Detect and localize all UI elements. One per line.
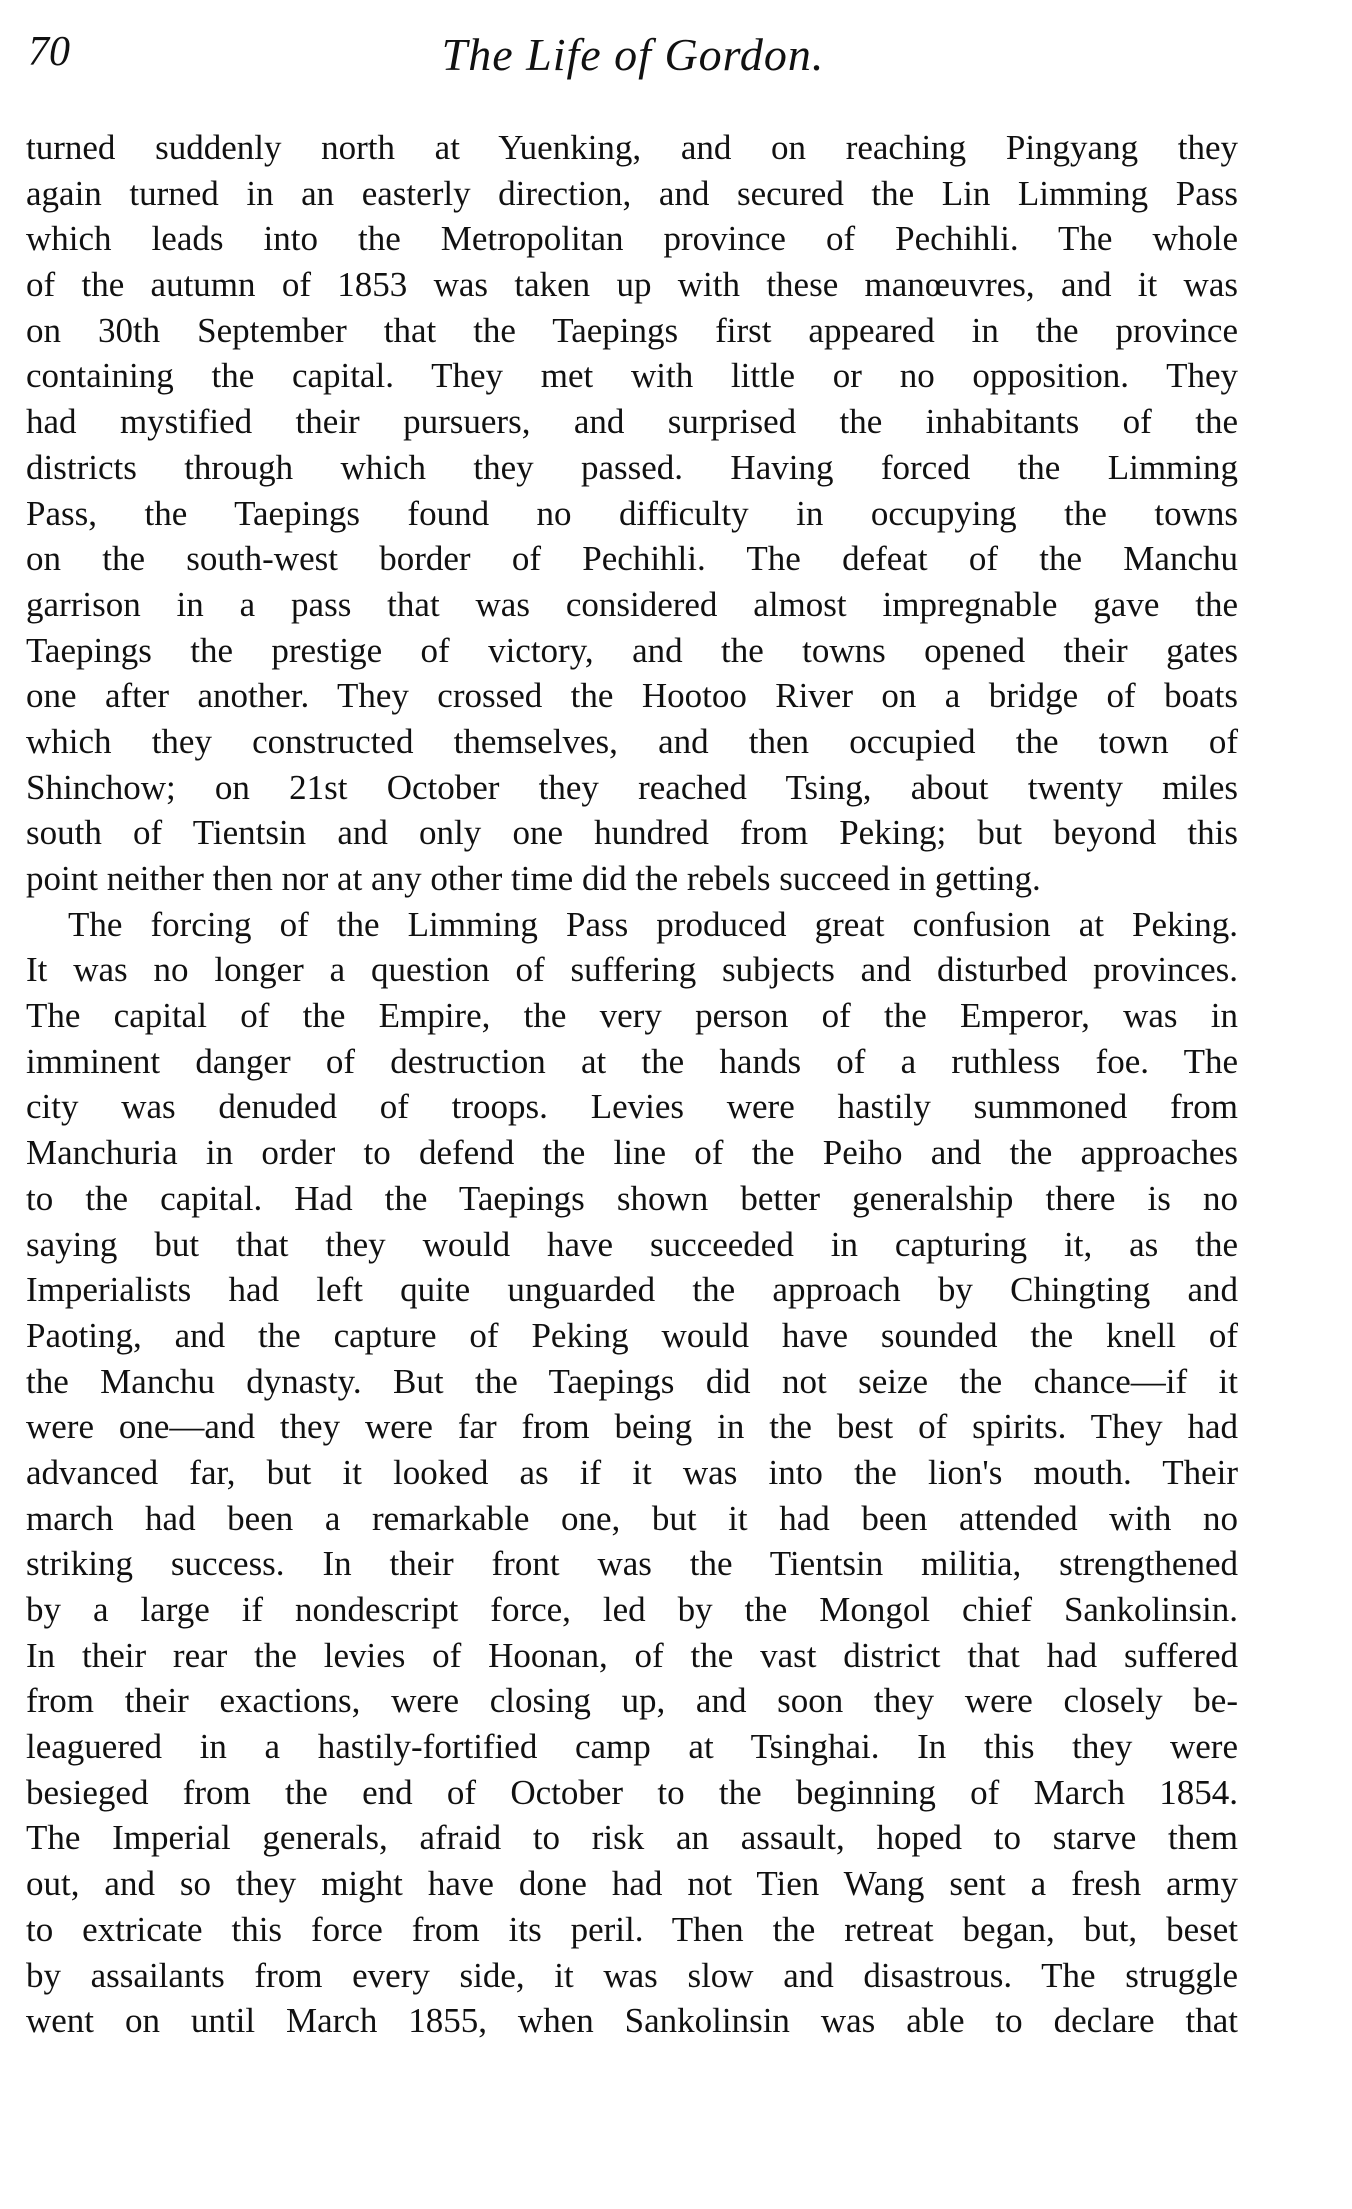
text-line: by assailants from every side, it was slow and disastrous. The struggle xyxy=(26,1955,1238,1995)
text-line: city was denuded of troops. Levies were hastily summoned from xyxy=(26,1087,1238,1127)
text-line: went on until March 1855, when Sankolinsin was able to declare that xyxy=(26,2001,1238,2041)
text-line: from their exactions, were closing up, and soon they were closely be- xyxy=(26,1681,1238,1721)
text-line: Shinchow; on 21st October they reached Tsing, about twenty miles xyxy=(26,767,1238,807)
page-number: 70 xyxy=(28,29,70,75)
text-line: In their rear the levies of Hoonan, of the vast district that had suffered xyxy=(26,1635,1238,1675)
text-line: one after another. They crossed the Hootoo River on a bridge of boats xyxy=(26,676,1238,716)
text-line: had mystified their pursuers, and surprised the inhabitants of the xyxy=(26,402,1238,442)
text-line: imminent danger of destruction at the hands of a ruthless foe. The xyxy=(26,1041,1238,1081)
text-line: by a large if nondescript force, led by the Mongol chief Sankolinsin. xyxy=(26,1590,1238,1629)
text-line: to extricate this force from its peril. Then the retreat began, but, beset xyxy=(26,1909,1238,1949)
text-line: on 30th September that the Taepings first appeared in the province xyxy=(26,310,1238,350)
text-line: on the south-west border of Pechihli. The defeat of the Manchu xyxy=(26,539,1238,579)
text-line: containing the capital. They met with little or no opposition. They xyxy=(26,356,1238,396)
body-text xyxy=(26,125,1238,2044)
text-line: saying but that they would have succeeded in capturing it, as the xyxy=(26,1224,1238,1264)
text-line: advanced far, but it looked as if it was into the lion's mouth. Their xyxy=(26,1452,1238,1492)
text-line: point neither then nor at any other time did the rebels succeed in getting. xyxy=(26,859,1041,898)
text-line: again turned in an easterly direction, and secured the Lin Limming Pass xyxy=(26,173,1238,213)
text-line: turned suddenly north at Yuenking, and on reaching Pingyang they xyxy=(26,128,1238,167)
text-line: out, and so they might have done had not Tien Wang sent a fresh army xyxy=(26,1864,1238,1904)
text-line: leaguered in a hastily-fortified camp at Tsinghai. In this they were xyxy=(26,1727,1238,1767)
text-line: which they constructed themselves, and then occupied the town of xyxy=(26,721,1238,761)
text-line: the Manchu dynasty. But the Taepings did not seize the chance—if it xyxy=(26,1361,1238,1401)
text-line: The Imperial generals, afraid to risk an assault, hoped to starve them xyxy=(26,1818,1238,1858)
text-line: The forcing of the Limming Pass produced great confusion at Peking. xyxy=(68,904,1238,944)
text-line: garrison in a pass that was considered almost impregnable gave the xyxy=(26,584,1238,624)
text-line: to the capital. Had the Taepings shown better generalship there is no xyxy=(26,1178,1238,1218)
text-line: Taepings the prestige of victory, and the towns opened their gates xyxy=(26,630,1238,670)
page-header xyxy=(28,28,1238,88)
text-line: It was no longer a question of suffering subjects and disturbed provinces. xyxy=(26,950,1238,990)
text-line: striking success. In their front was the Tientsin militia, strengthened xyxy=(26,1544,1238,1584)
text-line: districts through which they passed. Having forced the Limming xyxy=(26,447,1238,487)
text-line: besieged from the end of October to the beginning of March 1854. xyxy=(26,1772,1238,1812)
text-line: Imperialists had left quite unguarded the approach by Chingting and xyxy=(26,1270,1238,1310)
text-line: Manchuria in order to defend the line of the Peiho and the approaches xyxy=(26,1133,1238,1173)
text-line: were one—and they were far from being in the best of spirits. They had xyxy=(26,1407,1238,1447)
text-line: Pass, the Taepings found no difficulty in occupying the towns xyxy=(26,493,1238,533)
text-line: march had been a remarkable one, but it had been attended with no xyxy=(26,1498,1238,1538)
text-line: which leads into the Metropolitan province of Pechihli. The whole xyxy=(26,219,1238,259)
text-line: of the autumn of 1853 was taken up with these manœuvres, and it was xyxy=(26,265,1238,305)
text-line: The capital of the Empire, the very person of the Emperor, was in xyxy=(26,996,1238,1036)
running-title: The Life of Gordon. xyxy=(441,29,825,80)
text-line: south of Tientsin and only one hundred from Peking; but beyond this xyxy=(26,813,1238,853)
text-line: Paoting, and the capture of Peking would have sounded the knell of xyxy=(26,1315,1238,1355)
